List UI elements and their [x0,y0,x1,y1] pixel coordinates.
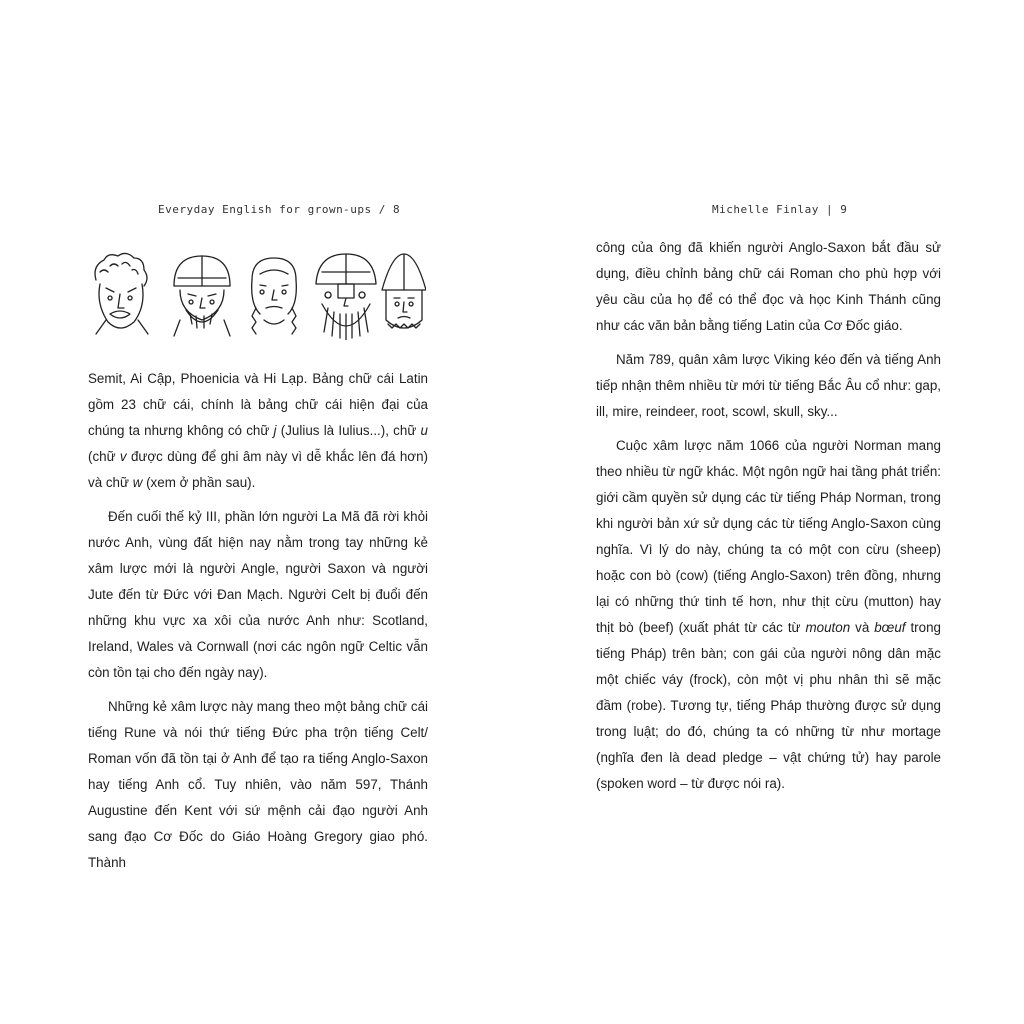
paragraph [596,433,941,797]
text-run: Semit, Ai Cập, Phoenicia và Hi Lạp. Bảng chữ cái Latin gồm 23 chữ cái, chính là bảng chữ cái hiện đại của chúng ta nhưng không có chữ [88,371,428,438]
left-body-text [88,366,428,884]
text-run: và [850,620,875,635]
italic-term: mouton [805,620,851,635]
text-run: (chữ [88,449,120,464]
text-run: Đến cuối thế kỷ III, phần lớn người La Mã đã rời khỏi nước Anh, vùng đất hiện nay nằm trong tay những kẻ xâm lược mới là người Angle, người Saxon và người Jute đến từ Đức với Đan Mạch. Người Celt bị đuổi đến những khu vực xa xôi của nước Anh như: Scotland, Ireland, Wales và Cornwall (nơi các ngôn ngữ Celtic vẫn còn tồn tại cho đến ngày nay). [88,509,428,680]
face-5 [382,254,426,328]
paragraph [596,235,941,339]
italic-term: bœuf [874,620,906,635]
paragraph [88,694,428,876]
italic-term: v [119,449,127,464]
text-run: (Julius là Iulius...), chữ [276,423,421,438]
warrior-heads-icon [86,250,426,340]
face-4 [316,254,376,340]
right-running-head: Michelle Finlay | 9 [712,203,848,216]
text-run: (xem ở phần sau). [142,475,256,490]
text-run: trong tiếng Pháp) trên bàn; con gái của người nông dân mặc một chiếc váy (frock), còn một vị phu nhân thì sẽ mặc đầm (robe). Tương tự, tiếng Pháp thường được sử dụng trong luật; do đó, chúng ta có những từ như mortage (nghĩa đen là dead pledge – vật chứng tử) hay parole (spoken word – từ được nói ra). [596,620,941,791]
paragraph [88,366,428,496]
right-page [512,0,1024,1024]
text-run: công của ông đã khiến người Anglo-Saxon bắt đầu sử dụng, điều chỉnh bảng chữ cái Roman cho phù hợp với yêu cầu của họ để có thể đọc và học Kinh Thánh cũng như các văn bản bằng tiếng Latin của Cơ Đốc giáo. [596,240,941,333]
face-3 [252,258,297,334]
face-1 [95,253,148,334]
paragraph [88,504,428,686]
italic-term: w [132,475,143,490]
text-run: Cuộc xâm lược năm 1066 của người Norman mang theo nhiều từ ngữ khác. Một ngôn ngữ hai tầng phát triển: giới cầm quyền sử dụng các từ tiếng Pháp Norman, trong khi người bản xứ sử dụng các từ tiếng Anglo-Saxon cùng nghĩa. Vì lý do này, chúng ta có một con cừu (sheep) hoặc con bò (cow) (tiếng Anglo-Saxon) trên đồng, nhưng lại có những thứ tinh tế hơn, như thịt cừu (mutton) hay thịt bò (beef) (xuất phát từ các từ [596,438,941,635]
paragraph [596,347,941,425]
face-2 [174,256,230,336]
italic-term: u [420,423,428,438]
left-running-head: Everyday English for grown-ups / 8 [158,203,401,216]
right-body-text [596,235,941,805]
text-run: Năm 789, quân xâm lược Viking kéo đến và tiếng Anh tiếp nhận thêm nhiều từ mới từ tiếng Bắc Âu cổ như: gap, ill, mire, reindeer, root, scowl, skull, sky... [596,352,941,419]
warrior-heads-illustration [86,250,426,340]
text-run: được dùng để ghi âm này vì dễ khắc lên đá hơn) và chữ [88,449,428,490]
italic-term: j [273,423,277,438]
text-run: Những kẻ xâm lược này mang theo một bảng chữ cái tiếng Rune và nói thứ tiếng Đức pha trộn tiếng Celt/ Roman vốn đã tồn tại ở Anh để tạo ra tiếng Anglo-Saxon hay tiếng Anh cổ. Tuy nhiên, vào năm 597, Thánh Augustine đến Kent với sứ mệnh cải đạo người Anh sang đạo Cơ Đốc do Giáo Hoàng Gregory giao phó. Thành [88,699,428,870]
